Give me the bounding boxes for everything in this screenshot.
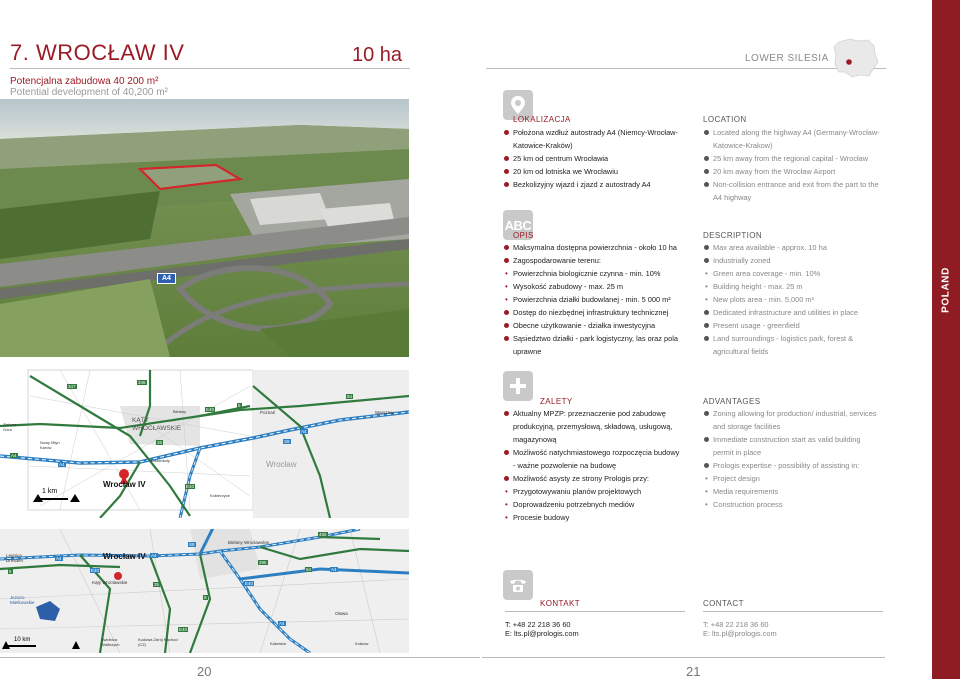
location-heading-pl: LOKALIZACJA: [513, 115, 571, 124]
list-item: 20 km away from the Wrocław Airport: [704, 165, 880, 178]
regional-map-road-6: 8: [204, 595, 207, 600]
page-title: 7. WROCŁAW IV: [10, 40, 185, 65]
side-bar: [932, 0, 960, 679]
local-map-place-7: Kostomłoty: [150, 458, 170, 463]
contact-email-en[interactable]: E: lts.pl@prologis.com: [703, 629, 777, 638]
contact-block-en: [703, 620, 777, 638]
regional-map-road-3: A4: [279, 621, 285, 626]
description-heading-pl: OPIS: [513, 231, 534, 240]
page-number-left: 20: [197, 664, 212, 679]
local-map-town: KĄTY WROCŁAWSKIE: [132, 417, 182, 432]
footer-rule-left: [0, 657, 480, 658]
local-map-road-11: E40: [186, 484, 195, 489]
header-rule-right: [486, 68, 886, 69]
list-item: Max area available - approx. 10 ha: [704, 241, 858, 254]
contact-rule-en: [703, 611, 883, 612]
contact-heading-pl: KONTAKT: [540, 599, 580, 608]
list-item: • Green area coverage - min. 10%: [704, 267, 858, 280]
site-area: 10 ha: [352, 44, 403, 66]
list-item: permit in place: [713, 448, 762, 457]
contact-phone-pl: T: +48 22 218 36 60: [505, 620, 571, 629]
contact-phone-en: T: +48 22 218 36 60: [703, 620, 769, 629]
regional-map-place-8: Katowice: [270, 641, 287, 646]
subtitle-en: Potential development of 40,200 m²: [10, 87, 168, 98]
contact-email-pl[interactable]: E: lts.pl@prologis.com: [505, 629, 579, 638]
list-item: Zagospodarowanie terenu:: [504, 254, 678, 267]
contact-heading-en: CONTACT: [703, 599, 744, 608]
footer-rule-right: [482, 657, 885, 658]
list-item: - ważne pozwolenie na budowę: [513, 461, 617, 470]
local-map-road-10: E40: [206, 407, 215, 412]
regional-map-place-9: Kraków: [355, 641, 369, 646]
list-item: Sąsiedztwo działki - park logistyczny, las oraz pola: [504, 332, 678, 345]
list-item: • Wysokość zabudowy - max. 25 m: [504, 280, 678, 293]
description-heading-en: DESCRIPTION: [703, 231, 763, 240]
regional-map-road-5: 5: [9, 569, 12, 574]
local-map-road-6: 94: [347, 394, 353, 399]
local-map-road-1: A4: [11, 453, 17, 458]
regional-map-place-3: Kąty Wrocławskie: [92, 580, 128, 585]
regional-map-road-9: 395: [259, 560, 267, 565]
description-list-en: [704, 241, 858, 358]
list-item: Obecne użytkowanie - działka inwestycyjna: [504, 319, 678, 332]
list-item: Industrially zoned: [704, 254, 858, 267]
list-item: Present usage - greenfield: [704, 319, 858, 332]
regional-map-site-label: Wrocław IV: [103, 552, 146, 561]
local-map-place-5: Wrocław: [266, 460, 297, 469]
description-list-pl: [504, 241, 678, 358]
list-item: • Media requirements: [704, 485, 877, 498]
local-map-road-5: 346: [138, 380, 146, 385]
page-number-right: 21: [686, 664, 701, 679]
local-map-road-3: A4: [301, 429, 307, 434]
local-map-place-6: Bielany: [173, 409, 187, 414]
local-map-place-4: Warszaw: [375, 410, 394, 415]
list-item: Możliwość asysty ze strony Prologis przy:: [504, 472, 679, 485]
list-item: • New plots area - min. 5,000 m²: [704, 293, 858, 306]
list-item: 25 km away from the regional capital - Wrocław: [704, 152, 880, 165]
list-item: and storage facilities: [713, 422, 781, 431]
list-item: Dedicated infrastructure and utilities in place: [704, 306, 858, 319]
regional-map-road-14: S8: [189, 542, 195, 547]
list-item: • Project design: [704, 472, 877, 485]
regional-map-place-4: Jezioro Mietkowskie: [10, 595, 35, 605]
list-item: Położona wzdłuż autostrady A4 (Niemcy-Wrocław-: [504, 126, 678, 139]
list-item: Zoning allowing for production/ industrial, services: [704, 407, 877, 420]
contact-rule-pl: [505, 611, 685, 612]
local-map-road-2: A4: [59, 462, 65, 467]
local-map-site-label: Wrocław IV: [103, 480, 146, 489]
regional-map-place-6: Świdnica Wałbrzych: [101, 637, 120, 647]
regional-map-road-12: E40: [245, 581, 254, 586]
local-map-road-4: 347: [68, 384, 76, 389]
regional-map-place-7: Kudowa Zdrój Nachod (CZ): [138, 637, 178, 647]
local-map-place-3: Poznań: [260, 410, 276, 415]
location-list-pl: [504, 126, 678, 191]
list-item: Możliwość natychmiastowego rozpoczęcia budowy: [504, 446, 679, 459]
regional-map-road-8: 94: [306, 567, 312, 572]
list-item: Maksymalna dostępna powierzchnia - około 10 ha: [504, 241, 678, 254]
list-item: magazynową: [513, 435, 557, 444]
regional-map-road-11: E40: [91, 568, 100, 573]
local-map: [0, 366, 409, 518]
list-item: • Powierzchnia biologicznie czynna - min. 10%: [504, 267, 678, 280]
local-map-road-7: 5: [238, 403, 241, 408]
list-item: Katowice-Krakow): [713, 141, 773, 150]
advantages-heading-pl: ZALETY: [540, 397, 573, 406]
list-item: • Przygotowywaniu planów projektowych: [504, 485, 679, 498]
list-item: A4 highway: [713, 193, 752, 202]
list-item: produkcyjną, przemysłową, składową, usługową,: [513, 422, 673, 431]
subtitle-pl: Potencjalna zabudowa 40 200 m²: [10, 76, 159, 87]
road-sign-a4: A4: [157, 273, 176, 284]
advantages-list-pl: [504, 407, 679, 524]
list-item: • Construction process: [704, 498, 877, 511]
regional-map-place-1: Legnica Dresden: [6, 553, 24, 563]
advantages-heading-en: ADVANTAGES: [703, 397, 761, 406]
regional-map-road-13: E40: [179, 627, 188, 632]
aerial-photo: [0, 99, 409, 357]
regional-map-road-4: A4: [331, 567, 337, 572]
list-item: • Building height - max. 25 m: [704, 280, 858, 293]
list-item: 20 km od lotniska we Wrocławiu: [504, 165, 678, 178]
location-heading-en: LOCATION: [703, 115, 747, 124]
region-label: LOWER SILESIA: [745, 53, 829, 64]
list-item: Non-collision entrance and exit from the part to the: [704, 178, 880, 191]
poland-map-icon: [832, 36, 880, 80]
telephone-icon: [503, 570, 533, 600]
list-item: • Powierzchnia działki budowlanej - min. 5 000 m²: [504, 293, 678, 306]
regional-map-scale: 10 km: [14, 637, 31, 643]
contact-block-pl: [505, 620, 579, 638]
poland-location-dot: [846, 59, 852, 65]
regional-map-road-7: 35: [154, 582, 160, 587]
list-item: 25 km od centrum Wrocławia: [504, 152, 678, 165]
location-list-en: [704, 126, 880, 204]
advantages-list-en: [704, 407, 877, 511]
local-map-place-1: Zielona Góra: [3, 422, 17, 432]
local-map-scale: 1 km: [42, 488, 58, 495]
list-item: Katowice-Kraków): [513, 141, 573, 150]
regional-map-place-2: Bielany Wrocławskie: [228, 540, 270, 545]
list-item: • Doprowadzeniu potrzebnych mediów: [504, 498, 679, 511]
local-map-place-8: Kobierzyce: [210, 493, 230, 498]
regional-map-road-2: A4: [151, 553, 157, 558]
local-map-road-8: 35: [157, 440, 163, 445]
abc-text-icon: ABC: [503, 210, 533, 240]
list-item: agricultural fields: [713, 347, 769, 356]
regional-map: [0, 529, 409, 653]
local-map-road-9: S8: [284, 439, 290, 444]
list-item: Aktualny MPZP: przeznaczenie pod zabudowę: [504, 407, 679, 420]
list-item: Immediate construction start as valid building: [704, 433, 877, 446]
list-item: Bezkolizyjny wjazd i zjazd z autostrady A4: [504, 178, 678, 191]
list-item: Land surroundings - logistics park, forest &: [704, 332, 858, 345]
list-item: Prologis expertise - possibility of assisting in:: [704, 459, 877, 472]
header-rule-left: [10, 68, 410, 69]
local-map-place-2: Nowy Młyn Karów: [40, 440, 60, 450]
list-item: Located along the highway A4 (Germany-Wrocław-: [704, 126, 880, 139]
regional-map-road-1: A4: [56, 556, 62, 561]
plus-icon: [503, 371, 533, 401]
list-item: Dostęp do niezbędnej infrastruktury technicznej: [504, 306, 678, 319]
list-item: uprawne: [513, 347, 542, 356]
regional-map-road-10: 455: [319, 532, 327, 537]
list-item: • Procesie budowy: [504, 511, 679, 524]
side-bar-label: POLAND: [940, 267, 952, 313]
regional-map-place-5: Oława: [335, 611, 348, 616]
